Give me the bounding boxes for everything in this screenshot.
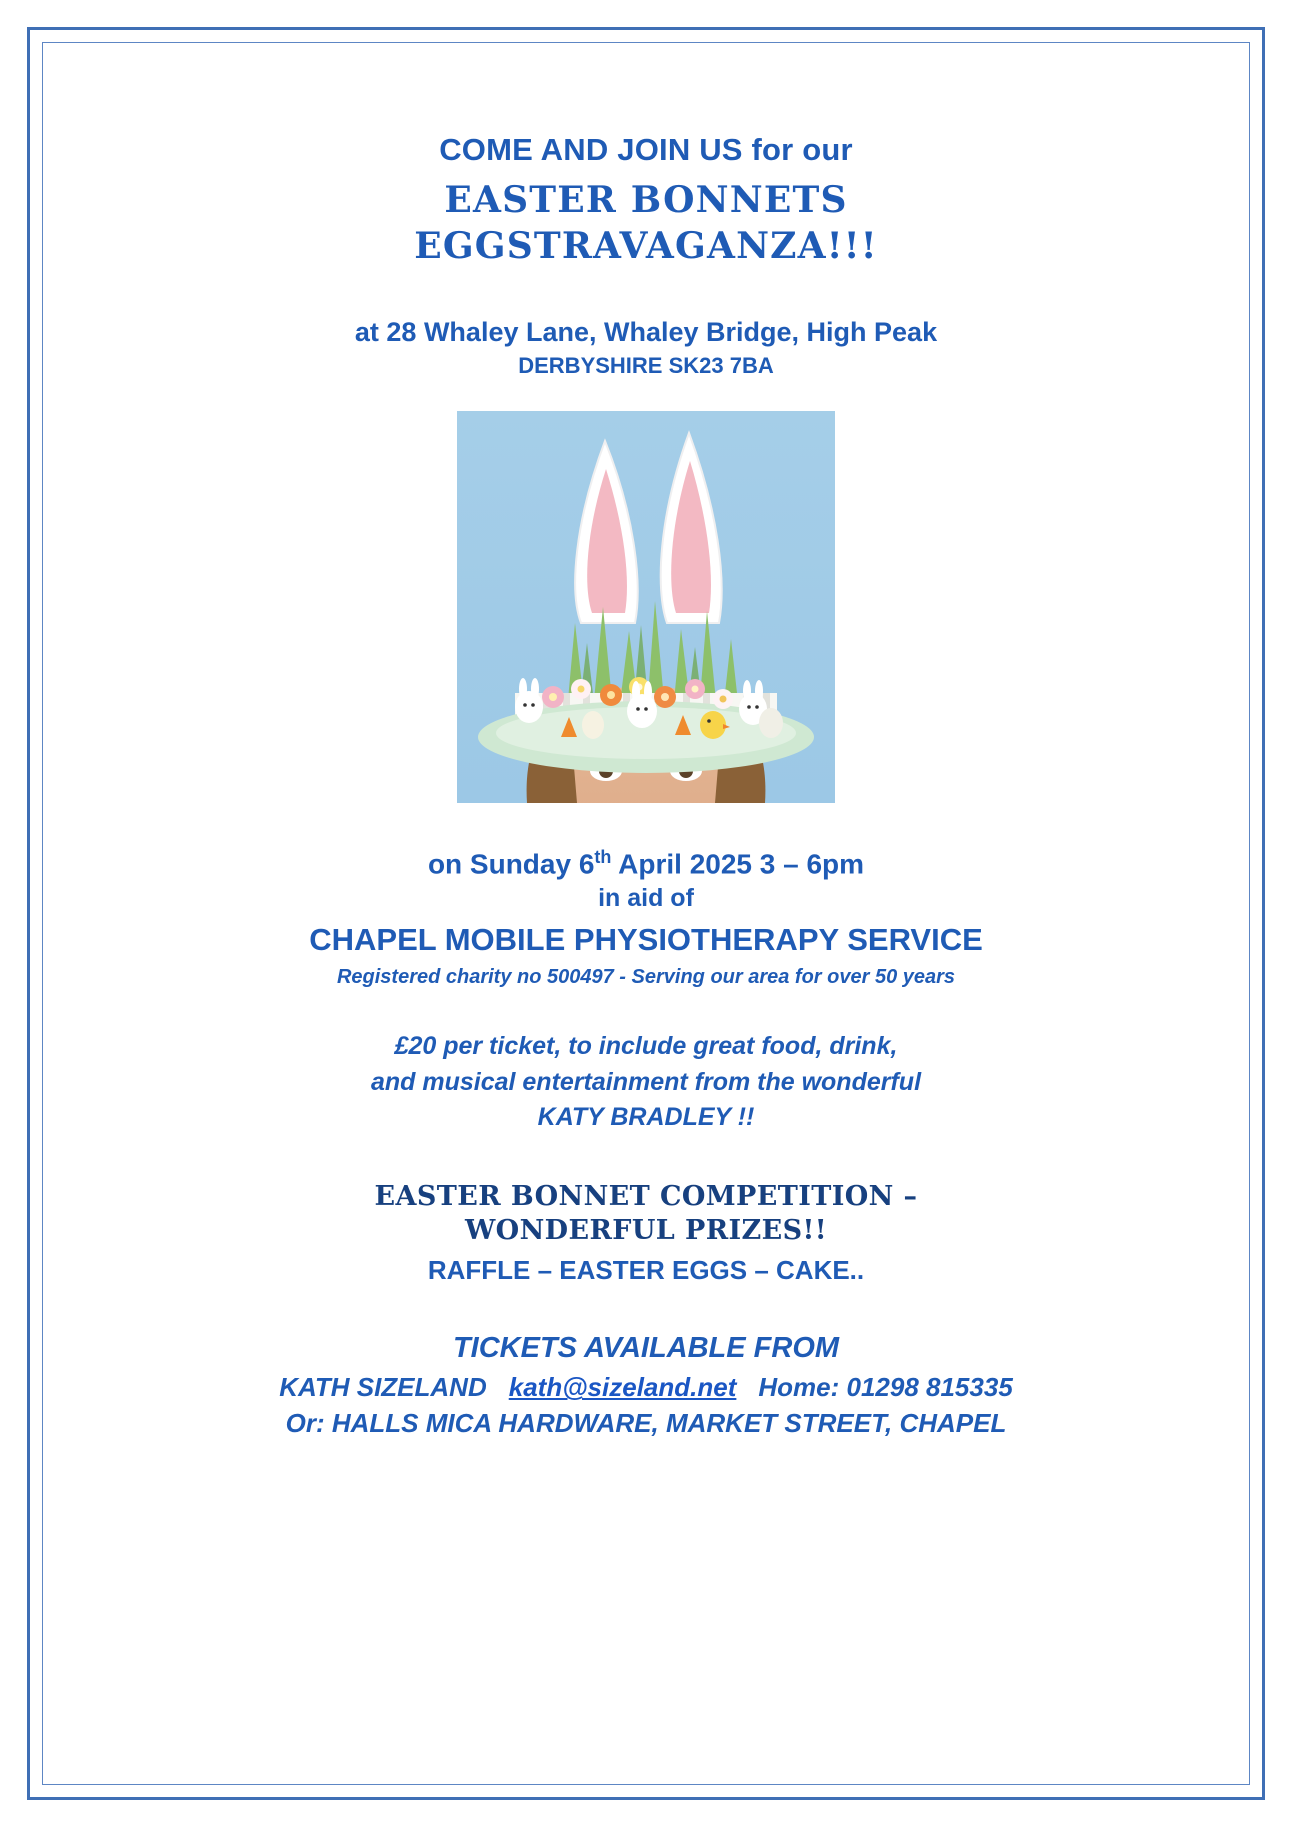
- event-date: on Sunday 6th April 2025 3 – 6pm: [427, 847, 865, 880]
- ticket-entertainment-line: and musical entertainment from the wonderful: [370, 1067, 922, 1096]
- ticket-seller-row: [60, 1372, 1232, 1403]
- headline-main-line1: EASTER BONNETS: [444, 179, 848, 221]
- competition-line2: WONDERFUL PRIZES!!: [464, 1214, 828, 1246]
- seller-name: KATH SIZELAND: [279, 1372, 487, 1403]
- charity-registration: Registered charity no 500497 - Serving our area for over 50 years: [336, 966, 956, 989]
- venue-address-line2: DERBYSHIRE SK23 7BA: [518, 353, 774, 379]
- competition-line1: EASTER BONNET COMPETITION –: [374, 1180, 918, 1212]
- tickets-available-heading: TICKETS AVAILABLE FROM: [452, 1332, 840, 1365]
- ticket-details: [60, 1029, 1232, 1136]
- easter-bonnet-illustration: [457, 411, 835, 803]
- easter-bonnet-photo: [457, 411, 835, 803]
- raffle-line: RAFFLE – EASTER EGGS – CAKE..: [427, 1255, 865, 1286]
- flyer-content: [60, 60, 1232, 1767]
- headline-intro: COME AND JOIN US for our: [439, 132, 853, 167]
- ticket-price-line: £20 per ticket, to include great food, drink,: [394, 1032, 898, 1061]
- alternate-outlet: Or: HALLS MICA HARDWARE, MARKET STREET, CHAPEL: [285, 1408, 1007, 1439]
- venue-address-line1: at 28 Whaley Lane, Whaley Bridge, High Peak: [354, 317, 938, 348]
- seller-phone: Home: 01298 815335: [758, 1372, 1013, 1403]
- performer-name: KATY BRADLEY !!: [537, 1103, 755, 1132]
- in-aid-of-label: in aid of: [598, 884, 694, 913]
- charity-name: CHAPEL MOBILE PHYSIOTHERAPY SERVICE: [309, 922, 983, 958]
- seller-email-link[interactable]: kath@sizeland.net: [508, 1372, 737, 1403]
- headline-main-line2: EGGSTRAVAGANZA!!!: [414, 225, 878, 268]
